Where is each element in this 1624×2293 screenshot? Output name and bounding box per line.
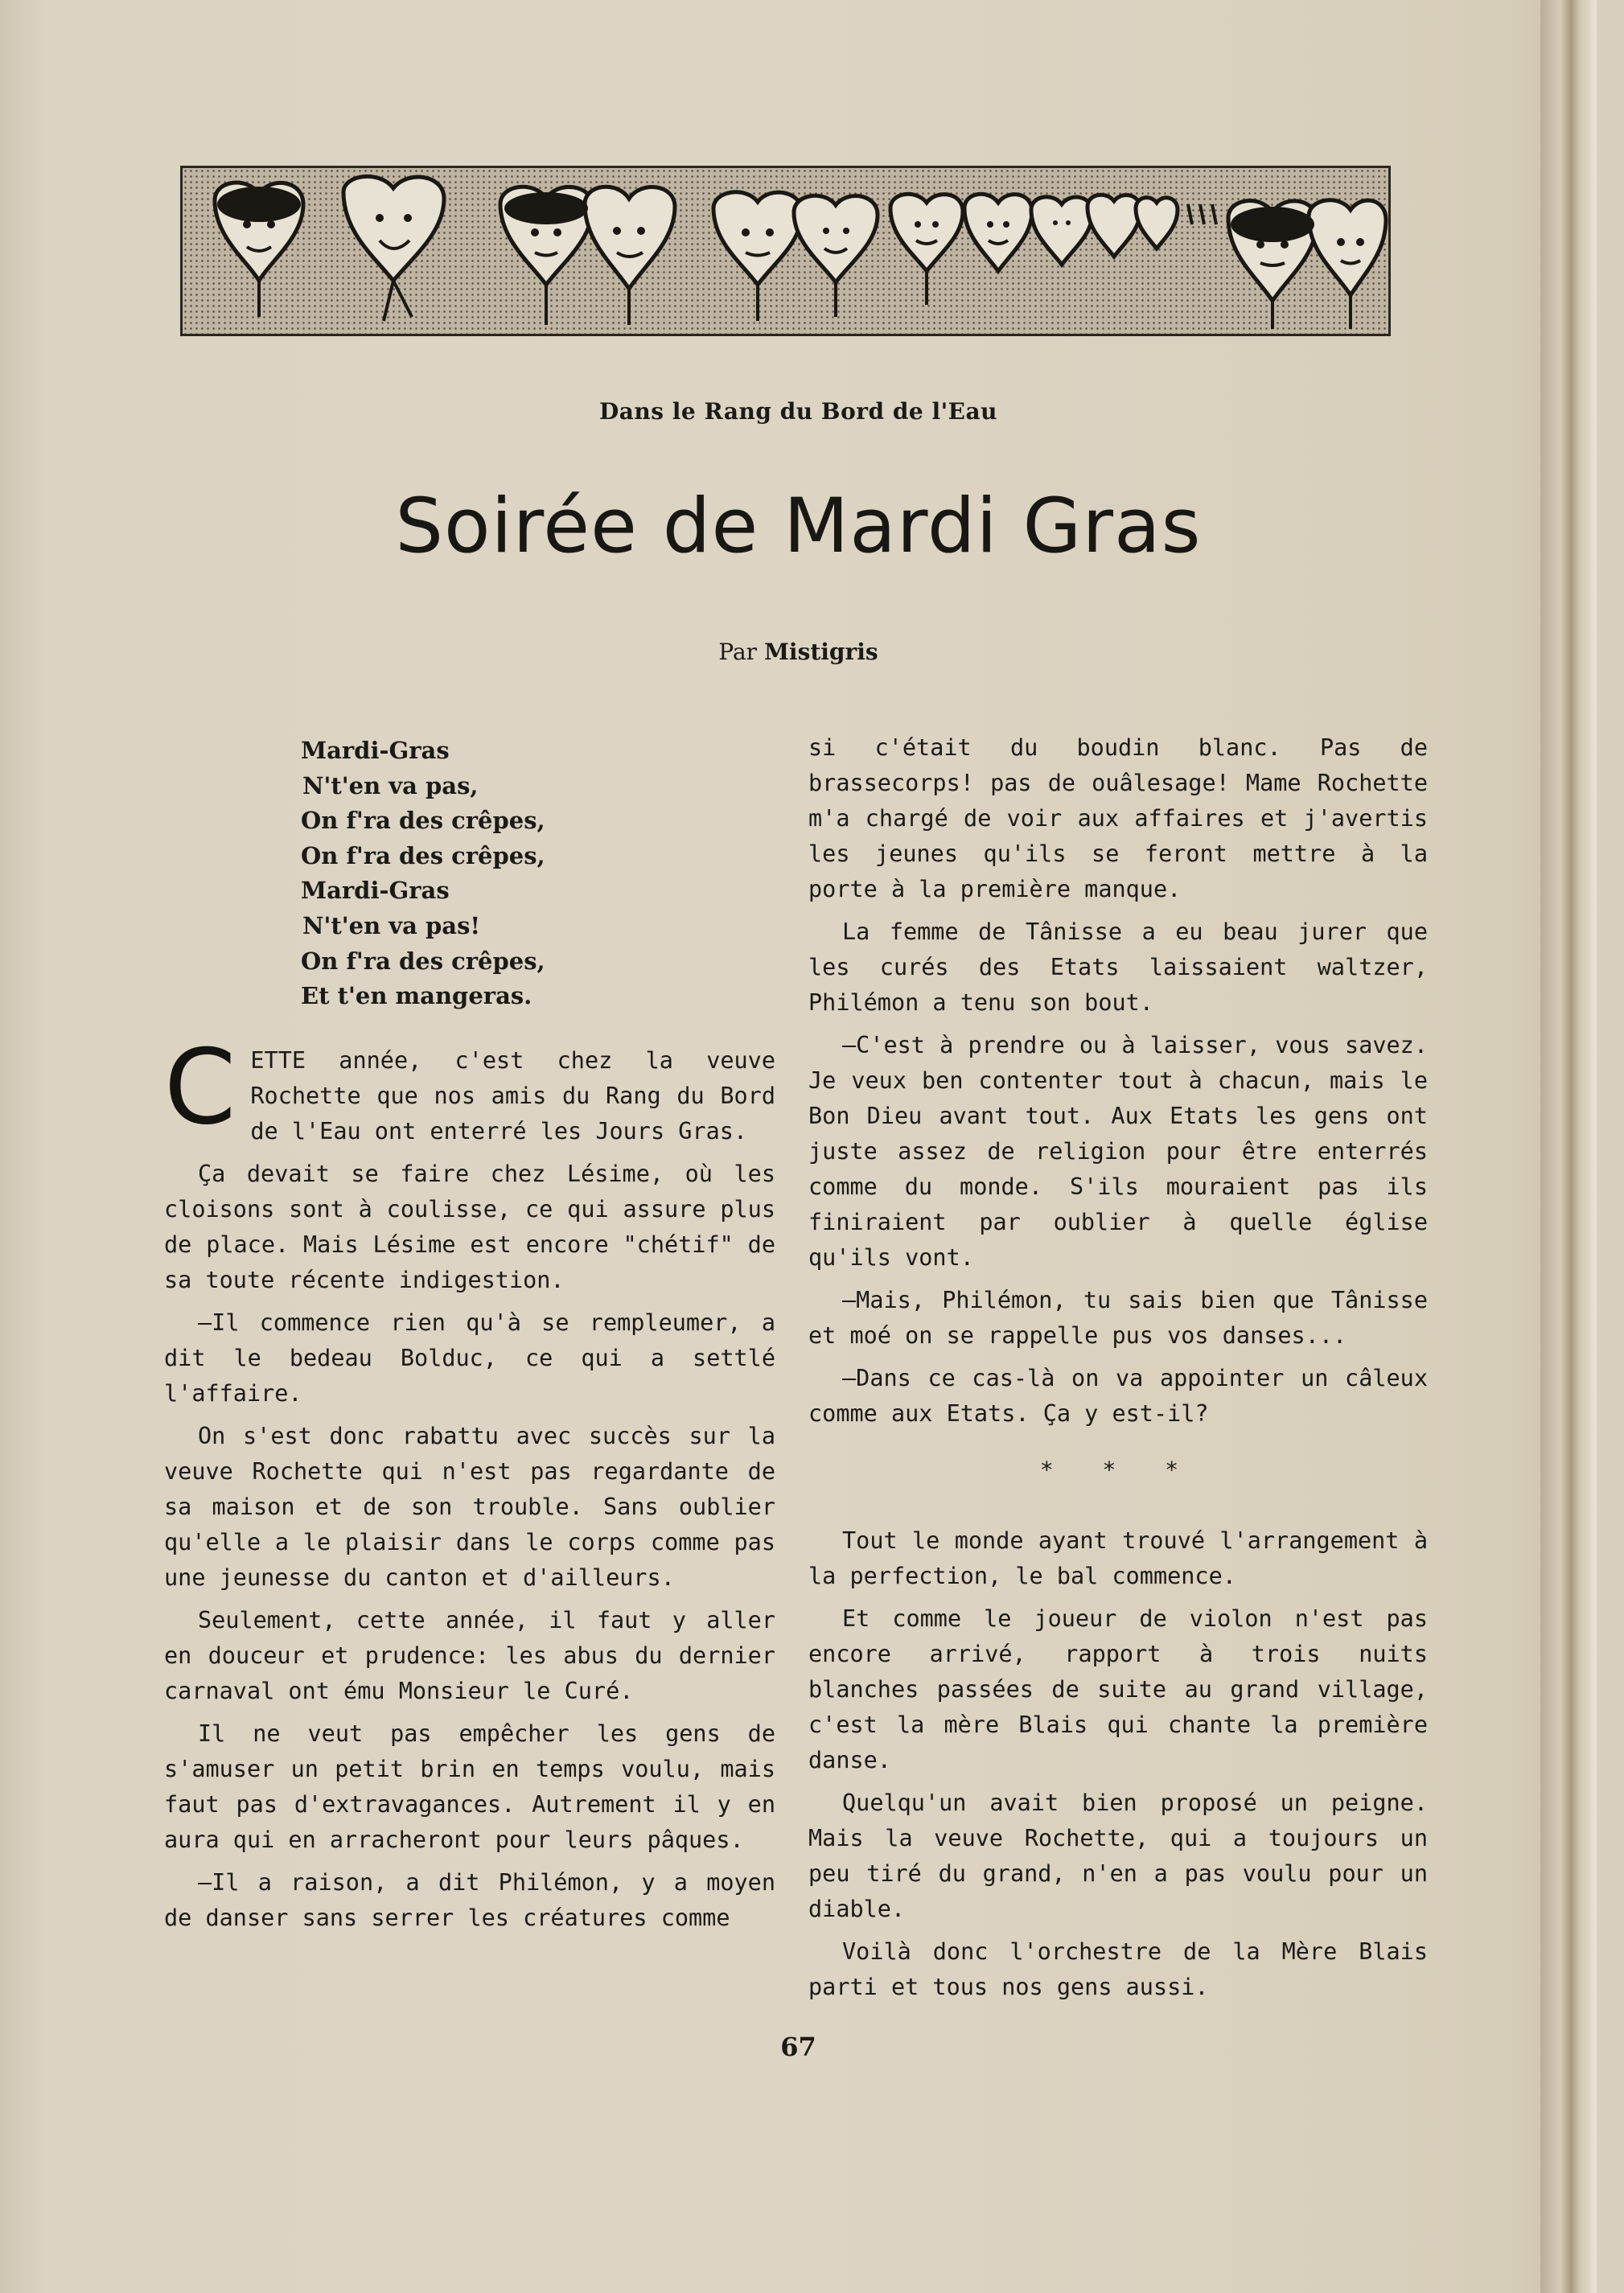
paragraph: Seulement, cette année, il faut y aller en douceur et prudence: les abus du dernier carnaval ont ému Monsieur le Curé.	[164, 1607, 775, 1704]
drop-cap: C	[164, 1028, 236, 1148]
heart-face-icon	[1309, 200, 1386, 295]
heart-faces-illustration	[180, 166, 1391, 336]
byline-author: Mistigris	[763, 639, 878, 665]
heart-face-icon	[1136, 198, 1178, 249]
paragraph	[164, 1028, 775, 1149]
byline	[0, 639, 1597, 665]
paragraph: —Il commence rien qu'à se rempleumer, a dit le bedeau Bolduc, ce qui a settlé l'affaire.	[164, 1309, 775, 1407]
heart-face-icon	[585, 187, 675, 289]
paragraph: Et comme le joueur de violon n'est pas encore arrivé, rapport à trois nuits blanches passées de suite au grand village, c'est la mère Blais qui chante la première danse.	[808, 1605, 1428, 1773]
heart-face-icon	[964, 194, 1032, 271]
heart-face-icon	[890, 194, 963, 271]
verse-line: Et t'en mangeras.	[301, 982, 532, 1010]
verse-line: Mardi-Gras	[301, 737, 450, 764]
heart-face-icon	[1087, 195, 1141, 257]
paragraph: —Dans ce cas-là on va appointer un câleux comme aux Etats. Ça y est-il?	[808, 1365, 1428, 1427]
paragraph: Ça devait se faire chez Lésime, où les cloisons sont à coulisse, ce qui assure plus de place. Mais Lésime est encore "chétif" de sa toute récente indigestion.	[164, 1161, 775, 1293]
paragraph: La femme de Tânisse a eu beau jurer que les curés des Etats laissaient waltzer, Philémon a tenu son bout.	[808, 918, 1428, 1016]
paragraph: Quelqu'un avait bien proposé un peigne. Mais la veuve Rochette, qui a toujours un peu tiré du grand, n'en a pas voulu pour un diable.	[808, 1790, 1428, 1922]
heart-face-icon	[713, 192, 802, 285]
right-column	[808, 730, 1428, 2012]
section-kicker: Dans le Rang du Bord de l'Eau	[598, 398, 998, 425]
verse-line: N't'en va pas!	[302, 911, 481, 939]
paragraph-text: ETTE année, c'est chez la veuve Rochette que nos amis du Rang du Bord de l'Eau ont enterré les Jours Gras.	[250, 1047, 775, 1144]
paragraph: —C'est à prendre ou à laisser, vous savez. Je veux ben contenter tout à chacun, mais le Bon Dieu avant tout. Aux Etats les gens ont juste assez de religion pour être enterrés comme du monde. S'ils mouraient pas ils finiraient par oublier à quelle église qu'ils vont.	[808, 1032, 1428, 1271]
heart-face-icon	[794, 195, 878, 282]
page-number: 67	[780, 2032, 816, 2062]
paragraph: —Mais, Philémon, tu sais bien que Tânisse et moé on se rappelle pus vos danses...	[808, 1287, 1428, 1349]
heart-face-icon	[343, 176, 444, 281]
section-separator: * * *	[1039, 1457, 1197, 1483]
article-title: Soirée de Mardi Gras	[395, 483, 1202, 570]
verse-line: N't'en va pas,	[302, 771, 479, 799]
paragraph: Voilà donc l'orchestre de la Mère Blais parti et tous nos gens aussi.	[808, 1938, 1428, 2000]
paragraph: Tout le monde ayant trouvé l'arrangement à la perfection, le bal commence.	[808, 1527, 1428, 1589]
verse-line: On f'ra des crêpes,	[301, 947, 545, 975]
paragraph: si c'était du boudin blanc. Pas de brassecorps! pas de ouâlesage! Mame Rochette m'a chargé de voir aux affaires et j'avertis les jeunes qu'ils se feront mettre à la porte à la première manque.	[808, 734, 1428, 902]
byline-prefix: Par	[718, 639, 758, 665]
heart-face-icon	[1031, 197, 1092, 265]
paragraph: Il ne veut pas empêcher les gens de s'amuser un petit brin en temps voulu, mais faut pas d'extravagances. Autrement il y en aura qui en arracheront pour leurs pâques.	[164, 1720, 775, 1853]
song-verse	[301, 734, 545, 1014]
verse-line: On f'ra des crêpes,	[301, 807, 545, 835]
left-column	[164, 1028, 775, 1943]
paragraph: On s'est donc rabattu avec succès sur la veuve Rochette qui n'est pas regardante de sa maison et de son trouble. Sans oublier qu'elle a le plaisir dans le corps comme pas une jeunesse du canton et d'ailleurs.	[164, 1423, 775, 1591]
page-edge	[1540, 0, 1597, 2293]
verse-line: On f'ra des crêpes,	[301, 841, 545, 869]
paragraph: —Il a raison, a dit Philémon, y a moyen de danser sans serrer les créatures comme	[164, 1869, 775, 1931]
heart-faces-drawing	[183, 168, 1388, 334]
verse-line: Mardi-Gras	[301, 877, 450, 905]
